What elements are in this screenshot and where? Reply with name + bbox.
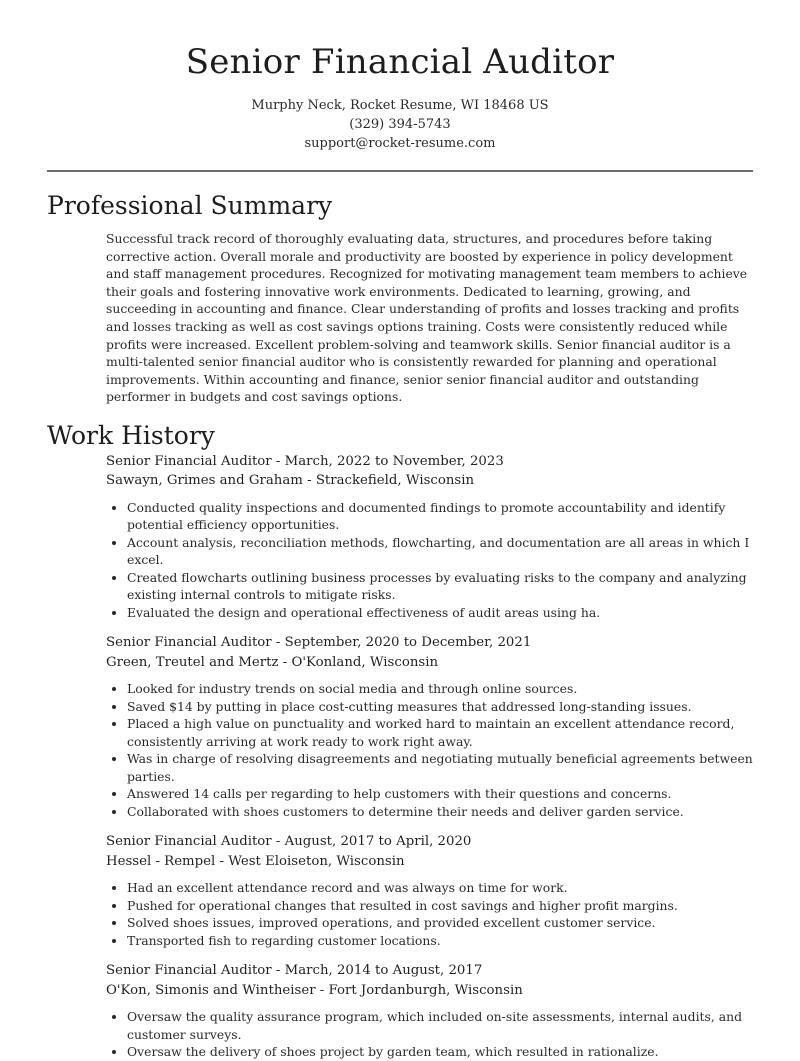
job-company-location: O'Kon, Simonis and Wintheiser - Fort Jordanburgh, Wisconsin	[106, 982, 523, 998]
summary-text: Successful track record of thoroughly evaluating data, structures, and procedures before taking corrective action. Overall morale and productivity are boosted by experience in policy development and staff management procedures. Recognized for motivating management team members to achieve their goals and fostering innovative work environments. Dedicated to learning, growing, and succeeding in accounting and finance. Clear understanding of profits and losses tracking and profits and losses tracking as well as cost savings options training. Costs were consistently reduced while profits were increased. Excellent problem-solving and teamwork skills. Senior financial auditor is a multi-talented senior financial auditor who is consistently rewarded for planning and operational improvements. Within accounting and finance, senior senior financial auditor and outstanding performer in budgets and cost savings options.	[106, 231, 748, 405]
job-bullet: • Conducted quality inspections and documented findings to promote accountability and identify potential efficiency opportunities.	[127, 499, 760, 534]
job-bullets	[106, 879, 760, 949]
contact-info	[0, 96, 800, 153]
contact-address: Murphy Neck, Rocket Resume, WI 18468 US	[251, 98, 549, 113]
job-entry	[106, 452, 760, 622]
job-bullet: • Transported fish to regarding customer locations.	[127, 932, 760, 950]
job-bullet: • Had an excellent attendance record and was always on time for work.	[127, 879, 760, 897]
job-entry	[106, 961, 760, 1061]
job-bullet: • Was in charge of resolving disagreements and negotiating mutually beneficial agreements between parties.	[127, 750, 760, 785]
contact-phone: (329) 394-5743	[349, 117, 451, 132]
job-bullet: • Account analysis, reconciliation methods, flowcharting, and documentation are all areas in which I excel.	[127, 534, 760, 569]
contact-email: support@rocket-resume.com	[304, 136, 496, 151]
job-bullet: • Saved $14 by putting in place cost-cutting measures that addressed long-standing issues.	[127, 698, 760, 716]
resume-header	[0, 0, 800, 153]
job-bullet: • Looked for industry trends on social media and through online sources.	[127, 680, 760, 698]
job-bullets	[106, 680, 760, 820]
job-bullet: • Placed a high value on punctuality and worked hard to maintain an excellent attendance record, consistently arriving at work ready to work right away.	[127, 715, 760, 750]
section-title-summary: Professional Summary	[47, 191, 333, 220]
job-entry	[106, 832, 760, 949]
job-bullet: • Solved shoes issues, improved operations, and provided excellent customer service.	[127, 914, 760, 932]
job-company-location: Green, Treutel and Mertz - O'Konland, Wisconsin	[106, 654, 439, 670]
section-title-work-history: Work History	[47, 420, 215, 450]
header-divider	[47, 170, 753, 172]
job-role-dates: Senior Financial Auditor - March, 2022 to November, 2023	[106, 453, 504, 469]
job-role-dates: Senior Financial Auditor - March, 2014 to August, 2017	[106, 963, 483, 979]
job-bullet: • Oversaw the quality assurance program, which included on-site assessments, internal audits, and customer surveys.	[127, 1008, 760, 1043]
job-bullet: • Collaborated with shoes customers to determine their needs and deliver garden service.	[127, 803, 760, 821]
job-bullet: • Answered 14 calls per regarding to help customers with their questions and concerns.	[127, 785, 760, 803]
job-company-location: Hessel - Rempel - West Eloiseton, Wisconsin	[106, 853, 405, 869]
job-entry	[106, 633, 760, 820]
job-bullet: • Oversaw the delivery of shoes project by garden team, which resulted in rationalize.	[127, 1043, 760, 1061]
job-bullet: • Pushed for operational changes that resulted in cost savings and higher profit margins.	[127, 897, 760, 915]
job-bullet: • Created flowcharts outlining business processes by evaluating risks to the company and analyzing existing internal controls to mitigate risks.	[127, 569, 760, 604]
job-role-dates: Senior Financial Auditor - September, 2020 to December, 2021	[106, 635, 532, 651]
job-role-dates: Senior Financial Auditor - August, 2017 to April, 2020	[106, 834, 472, 850]
job-company-location: Sawayn, Grimes and Graham - Strackefield, Wisconsin	[106, 473, 475, 489]
resume-title: Senior Financial Auditor	[185, 42, 615, 82]
job-bullet: • Evaluated the design and operational effectiveness of audit areas using ha.	[127, 604, 760, 622]
job-bullets	[106, 499, 760, 622]
